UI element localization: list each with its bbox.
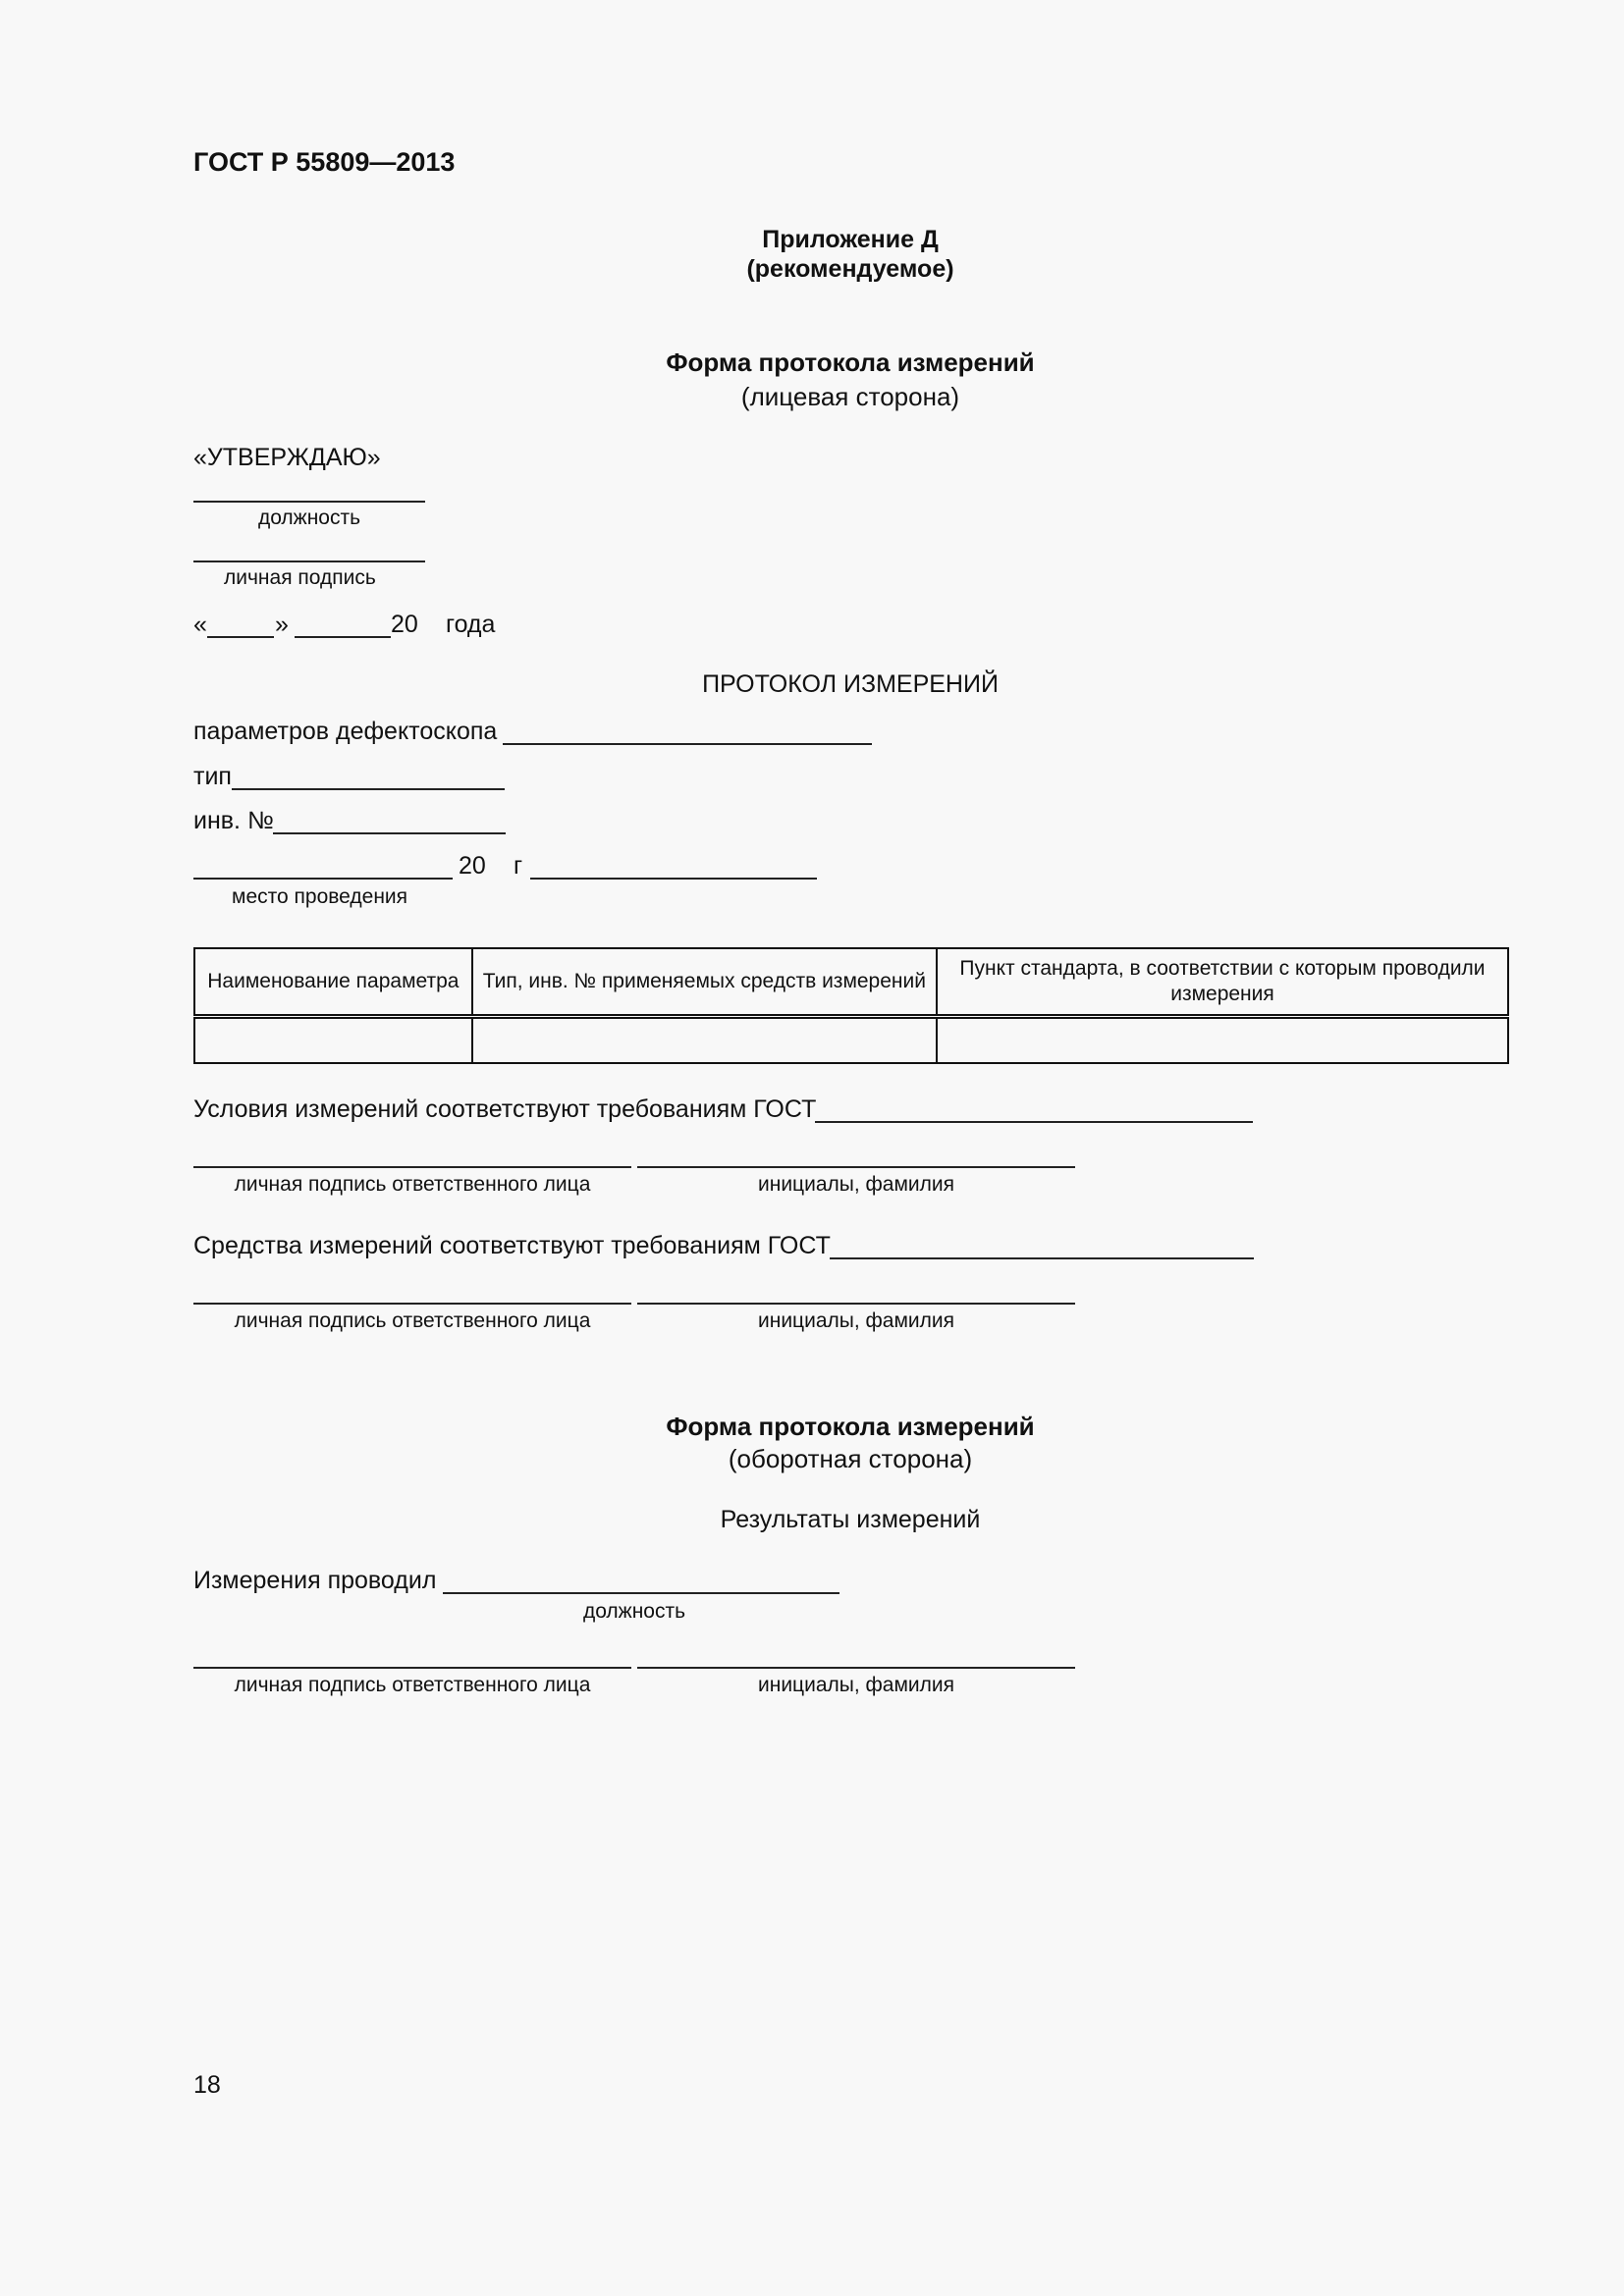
protocol-title: ПРОТОКОЛ ИЗМЕРЕНИЙ: [702, 670, 999, 698]
instruments-line: [830, 1257, 1254, 1259]
params-label: параметров дефектоскопа: [193, 718, 498, 745]
table-header-cell: Наименование параметра: [194, 948, 472, 1017]
place-caption: место проведения: [232, 885, 408, 908]
table-header-cell: Тип, инв. № применяемых средств измерений: [472, 948, 937, 1017]
table-row: [194, 1017, 1508, 1064]
type-line: [232, 788, 505, 790]
instruments-signature-line: [193, 1303, 631, 1305]
position-line: [193, 501, 425, 503]
table-cell[interactable]: [937, 1017, 1508, 1064]
form-side-back: (оборотная сторона): [728, 1444, 973, 1473]
inv-label: инв. №: [193, 807, 274, 834]
document-code: ГОСТ Р 55809—2013: [193, 147, 456, 177]
conditions-signature-line: [193, 1166, 631, 1168]
performed-by-line: [443, 1592, 839, 1594]
instruments-initials-caption: инициалы, фамилия: [758, 1309, 954, 1332]
table-cell[interactable]: [472, 1017, 937, 1064]
signature-line: [193, 561, 425, 562]
table-header-cell: Пункт стандарта, в соответствии с которым проводили измерения: [937, 948, 1508, 1017]
place-date-line: [530, 878, 817, 880]
performed-by-position-caption: должность: [582, 1600, 686, 1623]
conditions-initials-caption: инициалы, фамилия: [758, 1173, 954, 1196]
instruments-initials-line: [637, 1303, 1075, 1305]
place-line: [193, 878, 453, 880]
conditions-signature-caption: личная подпись ответственного лица: [234, 1173, 591, 1196]
conditions-label: Условия измерений соответствуют требованиям ГОСТ: [193, 1095, 817, 1123]
date-quote-close: »: [275, 611, 289, 638]
instruments-label: Средства измерений соответствуют требованиям ГОСТ: [193, 1232, 831, 1259]
performed-signature-caption: личная подпись ответственного лица: [234, 1674, 591, 1696]
inv-line: [273, 832, 506, 834]
page-number: 18: [193, 2071, 221, 2099]
place-g: г: [514, 852, 523, 880]
table-header-row: [194, 948, 1508, 1017]
form-title-back: Форма протокола измерений: [666, 1412, 1035, 1441]
conditions-line: [815, 1121, 1253, 1123]
place-year: 20: [459, 852, 486, 880]
date-quote-open: «: [193, 611, 207, 638]
measurement-table: [193, 947, 1509, 1064]
type-label: тип: [193, 763, 232, 790]
position-caption: должность: [257, 507, 361, 529]
form-side-front: (лицевая сторона): [740, 382, 960, 411]
signature-caption: личная подпись: [224, 566, 376, 589]
date-year-suffix: года: [446, 611, 496, 638]
performed-by-label: Измерения проводил: [193, 1567, 437, 1594]
table-cell[interactable]: [194, 1017, 472, 1064]
approve-label: «УТВЕРЖДАЮ»: [193, 444, 381, 471]
conditions-initials-line: [637, 1166, 1075, 1168]
appendix-status: (рекомендуемое): [746, 255, 954, 283]
params-line: [503, 743, 872, 745]
instruments-signature-caption: личная подпись ответственного лица: [234, 1309, 591, 1332]
form-title-front: Форма протокола измерений: [666, 347, 1035, 377]
date-day-line: [207, 636, 274, 638]
performed-signature-line: [193, 1667, 631, 1669]
appendix-title: Приложение Д: [762, 226, 939, 253]
performed-initials-caption: инициалы, фамилия: [758, 1674, 954, 1696]
results-title: Результаты измерений: [720, 1506, 981, 1533]
date-year-prefix: 20: [391, 611, 418, 638]
date-month-line: [295, 636, 391, 638]
performed-initials-line: [637, 1667, 1075, 1669]
